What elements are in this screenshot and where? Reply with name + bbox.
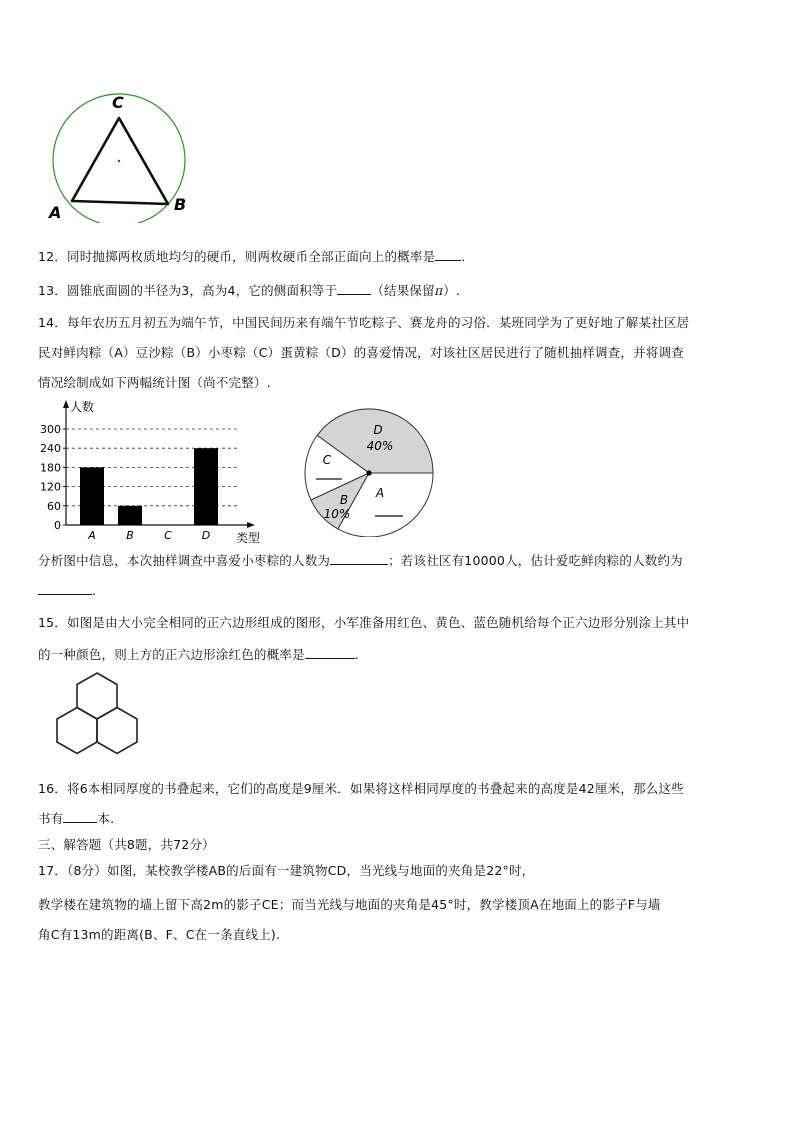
center-point [118, 160, 120, 162]
q12-text: 12．同时抛掷两枚质地均匀的硬币，则两枚硬币全部正面向上的概率是 [38, 249, 436, 264]
q16-text-2b: 本. [97, 811, 115, 826]
bar-d [194, 448, 218, 525]
q13-text-a: 13．圆锥底面圆的半径为3，高为4，它的侧面积等于 [38, 283, 338, 298]
y-tick-label: 300 [40, 423, 61, 436]
x-tick-label: D [201, 529, 211, 542]
question-14-line2: 民对鲜肉粽（A）豆沙粽（B）小枣粽（C）蛋黄粽（D）的喜爱情况，对该社区居民进行了随机抽样调查，并将调查 [38, 345, 684, 360]
vertex-label-b: B [174, 195, 187, 214]
pie-label-a: A [375, 486, 385, 500]
pie-label-b: B [339, 493, 349, 507]
x-axis-label: 类型 [236, 531, 261, 545]
q14-answer-blank-2[interactable] [38, 582, 92, 595]
q15-text-2: 的一种颜色，则上方的正六边形涂红色的概率是 [38, 647, 305, 662]
q12-tail: ． [461, 249, 475, 264]
question-16-line1: 16．将6本相同厚度的书叠起来，它们的高度是9厘米．如果将这样相同厚度的书叠起来的高度是42厘米，那么这些 [38, 781, 684, 796]
q14-answer-blank-1[interactable] [330, 552, 388, 565]
bar-b [118, 506, 142, 525]
y-tick-label: 180 [40, 461, 61, 475]
q16-text-2a: 书有 [38, 811, 64, 826]
x-tick-label: B [126, 529, 134, 542]
question-17-line1: 17．（8分）如图，某校教学楼AB的后面有一建筑物CD，当光线与地面的夹角是22°时， [38, 863, 535, 878]
y-tick-label: 120 [40, 480, 61, 494]
y-tick-label: 0 [54, 519, 61, 532]
bar-a [80, 467, 104, 525]
pie-percent-d: 40% [366, 439, 394, 453]
q14-tail: . [92, 583, 97, 598]
question-15-line1: 15．如图是由大小完全相同的正六边形组成的图形，小军准备用红色、黄色、蓝色随机给每个正六边形分别涂上其中 [38, 615, 690, 630]
q13-text-c: ）. [443, 283, 461, 298]
q13-answer-blank[interactable] [337, 282, 371, 295]
triangle-circle-figure [40, 88, 200, 223]
q16-answer-blank[interactable] [63, 810, 97, 823]
question-16-line2 [38, 810, 114, 828]
question-13 [38, 282, 460, 300]
question-14-line3: 情况绘制成如下两幅统计图（尚不完整）. [38, 375, 271, 390]
y-tick-label: 60 [47, 499, 61, 513]
vertex-label-c: C [112, 93, 124, 112]
question-14-line1: 14．每年农历五月初五为端午节，中国民间历来有端午节吃粽子、赛龙舟的习俗．某班同学为了更好地了解某社区居 [38, 315, 690, 330]
x-axis-arrow [247, 522, 255, 528]
question-15-line2 [38, 646, 359, 664]
question-12 [38, 248, 474, 266]
pie-label-d: D [373, 423, 383, 437]
section-3-heading: 三、解答题（共8题，共72分） [38, 837, 215, 852]
q13-text-b: （结果保留 [371, 283, 435, 298]
y-tick-label: 240 [40, 442, 61, 456]
pie-chart [300, 402, 440, 537]
x-tick-label: A [88, 529, 96, 542]
hexagon-bottom-left [57, 708, 97, 754]
pie-percent-b: 10% [323, 507, 351, 521]
pie-label-c: C [322, 453, 332, 467]
q13-pi: π [434, 283, 444, 298]
q14-text-4a: 分析图中信息，本次抽样调查中喜爱小枣粽的人数为 [38, 553, 331, 568]
q14-text-4b: ；若该社区有10000人，估计爱吃鲜肉粽的人数约为 [388, 553, 683, 568]
hexagon-bottom-right [97, 708, 137, 754]
q12-answer-blank[interactable] [435, 248, 461, 261]
question-14-line4 [38, 552, 683, 570]
bar-chart [30, 395, 275, 545]
q15-answer-blank[interactable] [305, 646, 355, 659]
vertex-label-a: A [49, 203, 62, 222]
question-17-line3: 角C有13m的距离(B、F、C在一条直线上). [38, 927, 281, 942]
pie-center [366, 470, 371, 475]
hexagon-figure [42, 668, 152, 766]
question-17-line2: 教学楼在建筑物的墙上留下高2m的影子CE；而当光线与地面的夹角是45°时，教学楼顶A在地面上的影子F与墙 [38, 897, 661, 912]
x-tick-label: C [164, 529, 172, 542]
q15-tail: . [354, 647, 359, 662]
y-axis-arrow [63, 400, 69, 408]
y-axis-label: 人数 [70, 400, 95, 414]
hexagon-top [77, 673, 117, 719]
question-14-line5 [38, 582, 96, 600]
